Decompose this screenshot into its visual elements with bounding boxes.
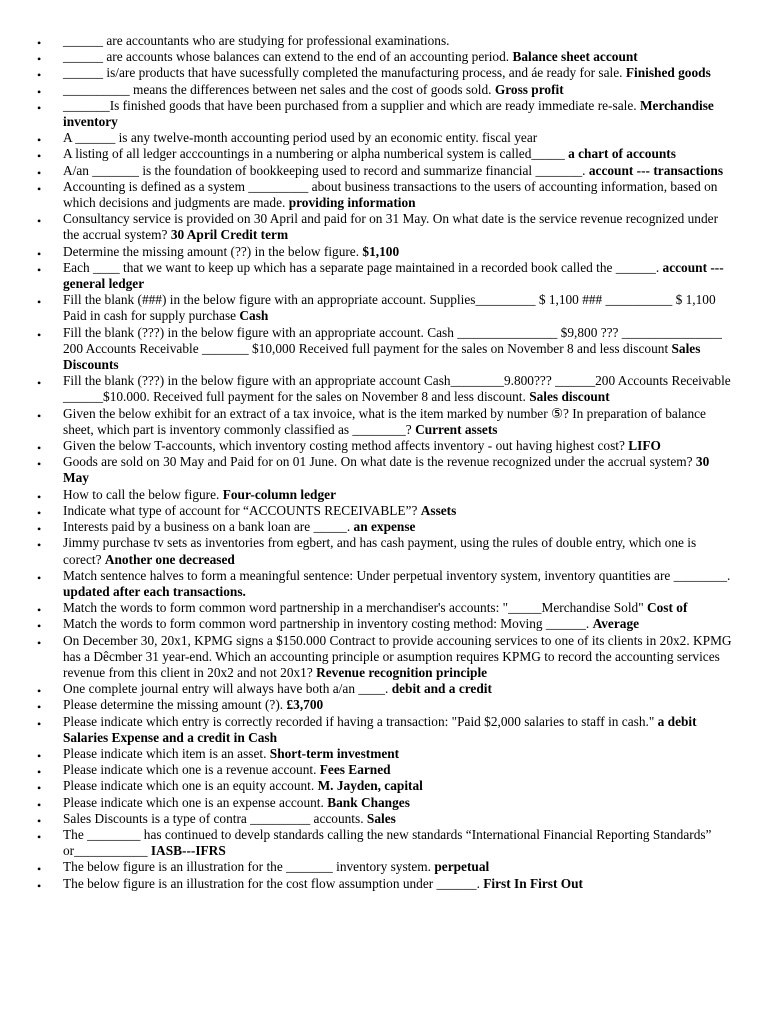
list-item — [37, 746, 732, 762]
question-text: The below figure is an illustration for the _______ inventory system. — [63, 859, 435, 875]
list-item — [37, 600, 732, 616]
question-text: One complete journal entry will always have both a/an ____. — [63, 681, 389, 697]
list-item — [37, 454, 732, 486]
answer-text: Sales Discounts — [63, 340, 701, 373]
question-text: Match sentence halves to form a meaningful sentence: Under perpetual inventory system, inventory quantities are ________. — [63, 567, 731, 583]
answer-text: updated after each transactions. — [63, 583, 246, 599]
question-text: Accounting is defined as a system _________ about business transactions to the users of accounting information, based on which decisions and judgments are made. — [63, 178, 718, 211]
list-item — [37, 163, 732, 179]
answer-text: Short-term investment — [269, 745, 400, 761]
answer-text: Bank Changes — [327, 794, 410, 810]
list-item — [37, 65, 732, 81]
list-item — [37, 778, 732, 794]
list-item — [37, 714, 732, 746]
answer-text: Finished goods — [625, 65, 711, 81]
answer-text: Balance sheet account — [512, 49, 638, 65]
list-item — [37, 406, 732, 438]
question-text: A ______ is any twelve-month accounting period used by an economic entity. fiscal year — [63, 130, 538, 146]
list-item — [37, 211, 732, 243]
question-text: Match the words to form common word partnership in inventory costing method: Moving ______. — [63, 616, 590, 632]
answer-text: Average — [592, 616, 640, 632]
answer-text: $1,100 — [362, 243, 400, 259]
list-item — [37, 82, 732, 98]
list-item — [37, 146, 732, 162]
answer-text: £3,700 — [286, 697, 324, 713]
question-text: Fill the blank (???) in the below figure with an appropriate account Cash________9.800??? ______200 Accounts Receivable ______$10.000. Received full payment for the sales on November 8 and less discount. — [63, 373, 731, 405]
answer-text: IASB---IFRS — [150, 843, 226, 859]
question-text: On December 30, 20x1, KPMG signs a $150.000 Contract to provide accouning services to one of its clients in 20x2. KPMG has a Dêcmber 31 year-end. Which an accounting principle or asumption requires KPMG to record the accounting services revenue from this client in 20x2 and not 20x1? — [63, 632, 732, 680]
question-text: ______ is/are products that have sucessfully completed the manufacturing process, and áe ready for sale. — [63, 65, 623, 81]
answer-text: LIFO — [628, 438, 661, 454]
answer-text: Four-column ledger — [222, 486, 336, 502]
list-item — [37, 438, 732, 454]
question-text: Goods are sold on 30 May and Paid for on 01 June. On what date is the revenue recognized under the accrual system? — [63, 454, 696, 470]
list-item — [37, 827, 732, 859]
answer-text: debit and a credit — [391, 681, 492, 697]
question-text: Jimmy purchase tv sets as inventories from egbert, and has cash payment, using the rules of double entry, which one is corect? — [63, 535, 697, 567]
question-text: Each ____ that we want to keep up which has a separate page maintained in a recorded book called the ______. — [63, 259, 660, 275]
question-text: Given the below T-accounts, which inventory costing method affects inventory - out having highest cost? — [63, 438, 625, 454]
question-text: Please indicate which item is an asset. — [63, 745, 267, 761]
answer-text: Fees Earned — [319, 762, 391, 778]
question-text: The ________ has continued to develp standards calling the new standards “International Financial Reporting Standards” or___________ — [63, 826, 712, 859]
question-text: Please indicate which one is an expense account. — [63, 794, 324, 810]
question-text: How to call the below figure. — [63, 486, 220, 502]
answer-text: providing information — [288, 195, 416, 211]
list-item — [37, 519, 732, 535]
list-item — [37, 697, 732, 713]
question-text: Please indicate which entry is correctly recorded if having a transaction: "Paid $2,000 salaries to staff in cash." — [63, 713, 655, 729]
question-text: Please determine the missing amount (?). — [63, 697, 284, 713]
list-item — [37, 762, 732, 778]
answer-text: Sales discount — [529, 389, 610, 405]
question-text: ______ are accounts whose balances can extend to the end of an accounting period. — [63, 49, 510, 65]
list-item — [37, 795, 732, 811]
list-item — [37, 130, 732, 146]
question-text: Determine the missing amount (??) in the below figure. — [63, 243, 360, 259]
question-text: Interests paid by a business on a bank loan are _____. — [63, 519, 351, 535]
list-item — [37, 859, 732, 875]
question-text: ______ are accountants who are studying for professional examinations. — [63, 33, 450, 48]
question-text: __________ means the differences between net sales and the cost of goods sold. — [63, 81, 492, 97]
answer-text: Sales — [366, 810, 396, 826]
question-text: Given the below exhibit for an extract of a tax invoice, what is the item marked by number ⑤? In preparation of balance sheet, which part is inventory commonly classified as ________? — [63, 405, 706, 437]
answer-text: First In First Out — [483, 875, 583, 891]
answer-text: Cost of — [647, 600, 688, 616]
list-item — [37, 811, 732, 827]
list-item — [37, 292, 732, 324]
list-item — [37, 681, 732, 697]
question-text: Please indicate which one is a revenue account. — [63, 762, 317, 778]
answer-text: Assets — [420, 502, 457, 518]
question-text: Please indicate which one is an equity account. — [63, 778, 315, 794]
question-text: _______Is finished goods that have been purchased from a supplier and which are ready immediate re-sale. — [63, 97, 637, 113]
list-item — [37, 373, 732, 405]
question-text: A listing of all ledger acccountings in a numbering or alpha numberical system is called_____ — [63, 146, 565, 162]
answer-text: Gross profit — [494, 81, 564, 97]
list-item — [37, 33, 732, 49]
answer-text: an expense — [353, 519, 416, 535]
answer-text: account --- transactions — [588, 162, 724, 178]
list-item — [37, 244, 732, 260]
answer-text: perpetual — [434, 859, 490, 875]
list-item — [37, 535, 732, 567]
question-text: Consultancy service is provided on 30 April and paid for on 31 May. On what date is the service revenue recognized under the accrual system? — [63, 211, 719, 243]
list-item — [37, 568, 732, 600]
question-text: Indicate what type of account for “ACCOUNTS RECEIVABLE”? — [63, 502, 418, 518]
answer-text: 30 May — [63, 454, 710, 486]
list-item — [37, 325, 732, 374]
question-text: Match the words to form common word partnership in a merchandiser's accounts: "_____Merchandise Sold" — [63, 600, 644, 616]
list-item — [37, 876, 732, 892]
answer-text: Current assets — [415, 421, 498, 437]
question-text: Fill the blank (###) in the below figure with an appropriate account. Supplies_________ $ 1,100 ### __________ $ 1,100 Paid in cash for supply purchase — [63, 292, 716, 324]
list-item — [37, 179, 732, 211]
list-item — [37, 49, 732, 65]
list-item — [37, 503, 732, 519]
list-item — [37, 616, 732, 632]
answer-text: Merchandise inventory — [63, 97, 714, 130]
answer-text: M. Jayden, capital — [317, 778, 423, 794]
question-text: Fill the blank (???) in the below figure with an appropriate account. Cash _______________ $9,800 ??? _______________ 200 Accounts Receivable _______ $10,000 Received full payment for the sales on November 8 and less discount — [63, 324, 722, 356]
list-item — [37, 487, 732, 503]
list-item — [37, 260, 732, 292]
list-item — [37, 633, 732, 682]
list-item — [37, 98, 732, 130]
answer-text: account --- general ledger — [63, 259, 724, 292]
question-answer-list — [37, 33, 732, 892]
answer-text: Another one decreased — [104, 551, 235, 567]
answer-text: a debit Salaries Expense and a credit in Cash — [63, 713, 697, 745]
question-text: Sales Discounts is a type of contra _________ accounts. — [63, 810, 364, 826]
answer-text: 30 April Credit term — [170, 227, 289, 243]
answer-text: a chart of accounts — [568, 146, 676, 162]
question-text: A/an _______ is the foundation of bookkeeping used to record and summarize financial _______. — [63, 162, 586, 178]
question-text: The below figure is an illustration for the cost flow assumption under ______. — [63, 875, 480, 891]
answer-text: Revenue recognition principle — [316, 664, 488, 680]
answer-text: Cash — [239, 308, 269, 324]
